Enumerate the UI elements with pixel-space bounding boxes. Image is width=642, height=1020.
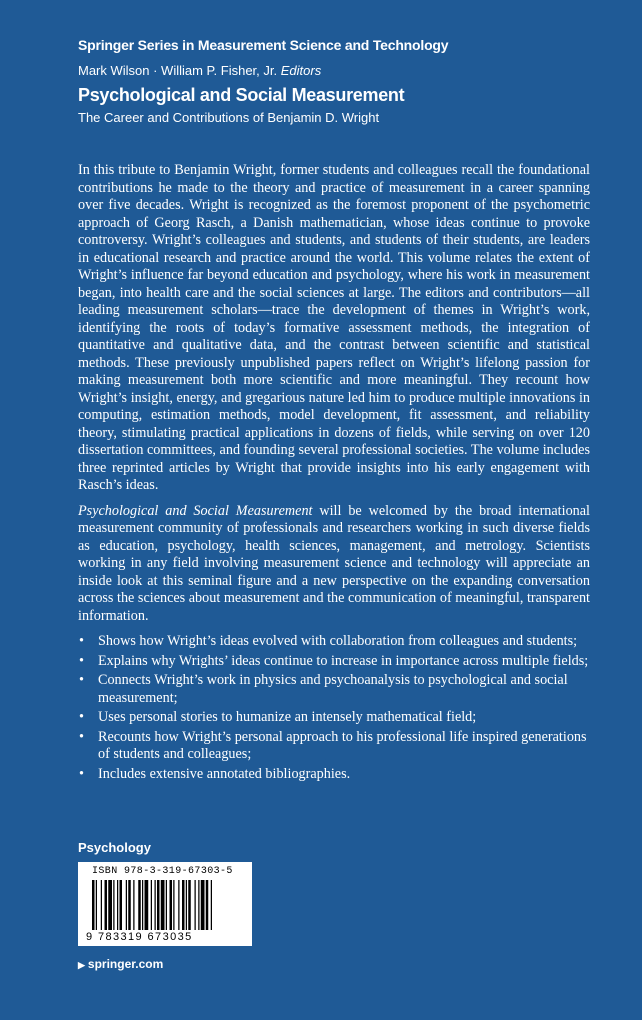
blurb-paragraph-1: In this tribute to Benjamin Wright, former students and colleagues recall the foundational contributions he made to the theory and practice of measurement in a career spanning over five decades. Wright is recognized as the foremost proponent of the psychometric approach of Georg Rasch, a Danish mathematician, whose ideas continue to provoke controversy. Wright’s colleagues and students, and students of their students, are leaders in educational research and practice around the world. This volume relates the extent of Wright’s influence far beyond education and psychology, where his work in measurement began, into health care and the social sciences at large. The editors and contributors—all leading measurement scholars—trace the development of themes in Wright’s work, identifying the roots of today’s formative assessment methods, the integration of quantitative and qualitative data, and the contrast between scientific and statistical methods. These previously unpublished papers reflect on Wright’s lifelong passion for making measurement both more scientific and more meaningful. They recount how Wright’s insight, energy, and gregarious nature led him to produce multiple innovations in computing, estimation methods, model development, fit assessment, and reliability theory, stimulating practical applications in dozens of fields, while serving on over 120 dissertation committees, and founding several professional societies. The volume includes three reprinted articles by Wright that provide insights into his early engagement with Rasch’s ideas.: [78, 162, 590, 493]
series-name: Springer Series in Measurement Science and Technology: [78, 37, 449, 53]
list-item: • Includes extensive annotated bibliographies.: [78, 766, 590, 784]
isbn-text: ISBN 978-3-319-67303-5: [92, 866, 233, 877]
publisher-website: [78, 957, 163, 971]
barcode-label: [78, 862, 252, 946]
list-item: • Shows how Wright’s ideas evolved with collaboration from colleagues and students;: [78, 633, 590, 651]
list-item: • Connects Wright’s work in physics and psychoanalysis to psychological and social measurement;: [78, 672, 590, 707]
arrow-right-icon: ▶: [78, 960, 85, 970]
editors-line: [78, 63, 321, 78]
subject-category: Psychology: [78, 840, 151, 855]
website-label: springer.com: [87, 957, 164, 971]
book-title: Psychological and Social Measurement: [78, 85, 405, 105]
list-item: • Recounts how Wright’s personal approach to his professional life inspired generations of students and colleagues;: [78, 729, 590, 764]
blurb-paragraph-2-title: Psychological and Social Measurement: [78, 502, 313, 519]
blurb-paragraph-2: [78, 503, 590, 626]
book-subtitle: The Career and Contributions of Benjamin D. Wright: [78, 110, 380, 125]
list-item: • Explains why Wrights’ ideas continue to increase in importance across multiple fields;: [78, 653, 590, 671]
blurb: [78, 162, 590, 785]
editors-role: Editors: [280, 63, 322, 78]
editor-names: Mark Wilson · William P. Fisher, Jr.: [78, 63, 278, 78]
barcode-bars: [92, 880, 242, 930]
blurb-paragraph-2-text: will be welcomed by the broad international measurement community of professionals and researchers working in such diverse fields as education, psychology, health sciences, management, and metrology. Scientists working in any field involving measurement science and technology will appreciate an inside look at this seminal figure and a new perspective on the expanding conversation across the sciences about measurement and the communication of meaningful, transparent information.: [78, 502, 590, 624]
ean-digits: 9 783319 673035: [86, 931, 193, 943]
list-item: • Uses personal stories to humanize an intensely mathematical field;: [78, 709, 590, 727]
feature-list: [78, 633, 590, 783]
